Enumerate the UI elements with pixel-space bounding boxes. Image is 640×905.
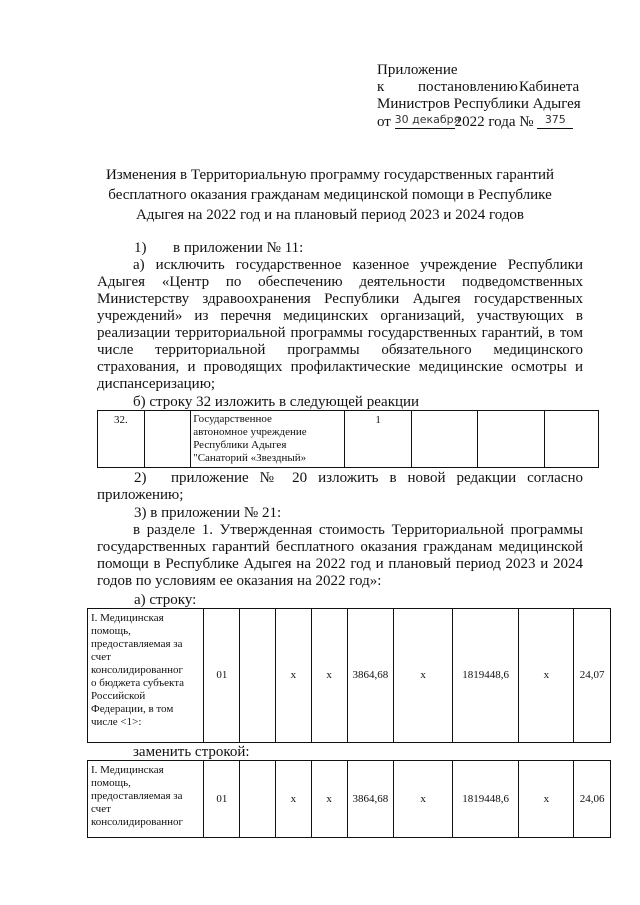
- item-1-number: 1): [134, 240, 147, 256]
- appendix-ministers: Министров Республики Адыгея: [377, 96, 581, 112]
- item-2-text: приложение № 20 изложить в новой редакции согласно приложению;: [97, 470, 583, 503]
- new-row-x: x: [394, 761, 453, 838]
- row-32-number: 32.: [98, 411, 145, 468]
- item-3-paragraph: в разделе 1. Утвержденная стоимость Территориальной программы государственных гарантий бесплатного оказания гражданам медицинской помощи в Республике Адыгея на 2022 год и плановый период 2023 и 2024 годов по условиям ее оказания на 2022 год»:: [97, 522, 583, 589]
- label-line: счет: [91, 651, 111, 663]
- old-row-code: 01: [204, 609, 240, 743]
- resolution-number: 375: [537, 111, 573, 129]
- date-year: 2022 года №: [454, 114, 534, 130]
- new-row-x: x: [311, 761, 347, 838]
- label-line: консолидированног: [91, 664, 183, 676]
- new-row-value-1: 3864,68: [347, 761, 394, 838]
- label-line: консолидированног: [91, 816, 183, 828]
- org-line: "Санаторий «Звездный»: [193, 452, 307, 464]
- table-new-row: [87, 760, 611, 838]
- label-line: Федерации, в том: [91, 703, 174, 715]
- row-32-empty-cell: [144, 411, 191, 468]
- row-32-organization: [191, 411, 345, 468]
- item-2-number: 2): [134, 470, 147, 486]
- item-1-text: в приложении № 11:: [173, 240, 304, 256]
- new-row-value-3: 24,06: [574, 761, 611, 838]
- old-row-value-3: 24,07: [574, 609, 611, 743]
- old-row-x: x: [394, 609, 453, 743]
- label-line: предоставляемая за: [91, 790, 183, 802]
- label-line: помощь,: [91, 625, 131, 637]
- item-1a-paragraph: а) исключить государственное казенное учреждение Республики Адыгея «Центр по обеспечению деятельности подведомственных Министерству здравоохранения Республики Адыгея государственных учреждений» из перечня медицинских организаций, участвующих в реализации территориальной программы государственных гарантий, в том числе территориальной программы обязательного медицинского страхования, и проводящих профилактические медицинские осмотры и диспансеризацию;: [97, 257, 583, 392]
- row-32-mark: 1: [345, 411, 411, 468]
- new-row-value-2: 1819448,6: [453, 761, 519, 838]
- replace-label: заменить строкой:: [133, 744, 250, 760]
- old-row-x: x: [519, 609, 574, 743]
- appendix-label: Приложение: [377, 62, 458, 78]
- label-line: I. Медицинская: [91, 764, 164, 776]
- item-1b-paragraph: б) строку 32 изложить в следующей реакции: [133, 394, 420, 410]
- label-line: помощь,: [91, 777, 131, 789]
- old-row-x: x: [311, 609, 347, 743]
- old-row-label: [88, 609, 204, 743]
- document-title: Изменения в Территориальную программу государственных гарантий бесплатного оказания гражданам медицинской помощи в Республике Адыгея на 2022 год и на плановый период 2023 и 2024 годов: [105, 167, 555, 223]
- table-row-32: [97, 410, 599, 468]
- org-line: Государственное: [193, 413, 272, 425]
- org-line: Республики Адыгея: [193, 439, 287, 451]
- old-row-value-2: 1819448,6: [453, 609, 519, 743]
- label-line: числе <1>:: [91, 716, 142, 728]
- label-line: о бюджета субъекта: [91, 677, 185, 689]
- label-line: предоставляемая за: [91, 638, 183, 650]
- date-handwritten: 30 декабря: [395, 111, 455, 129]
- label-line: Российской: [91, 690, 146, 702]
- row-32-empty-cell: [544, 411, 599, 468]
- appendix-cabinet: Кабинета: [519, 79, 580, 95]
- appendix-date-line: [377, 114, 573, 132]
- item-3a-label: а) строку:: [134, 592, 197, 608]
- new-row-empty: [240, 761, 276, 838]
- appendix-resolution: постановлению: [418, 79, 518, 95]
- label-line: I. Медицинская: [91, 612, 164, 624]
- org-line: автономное учреждение: [193, 426, 307, 438]
- old-row-value-1: 3864,68: [347, 609, 394, 743]
- row-32-empty-cell: [411, 411, 477, 468]
- appendix-to-k: к: [377, 79, 385, 95]
- new-row-x: x: [519, 761, 574, 838]
- label-line: счет: [91, 803, 111, 815]
- old-row-empty: [240, 609, 276, 743]
- table-old-row: [87, 608, 611, 743]
- new-row-code: 01: [204, 761, 240, 838]
- date-prefix: от: [377, 114, 391, 130]
- old-row-x: x: [275, 609, 311, 743]
- new-row-x: x: [275, 761, 311, 838]
- new-row-label: [88, 761, 204, 838]
- item-3-heading: 3) в приложении № 21:: [134, 505, 282, 521]
- row-32-empty-cell: [478, 411, 544, 468]
